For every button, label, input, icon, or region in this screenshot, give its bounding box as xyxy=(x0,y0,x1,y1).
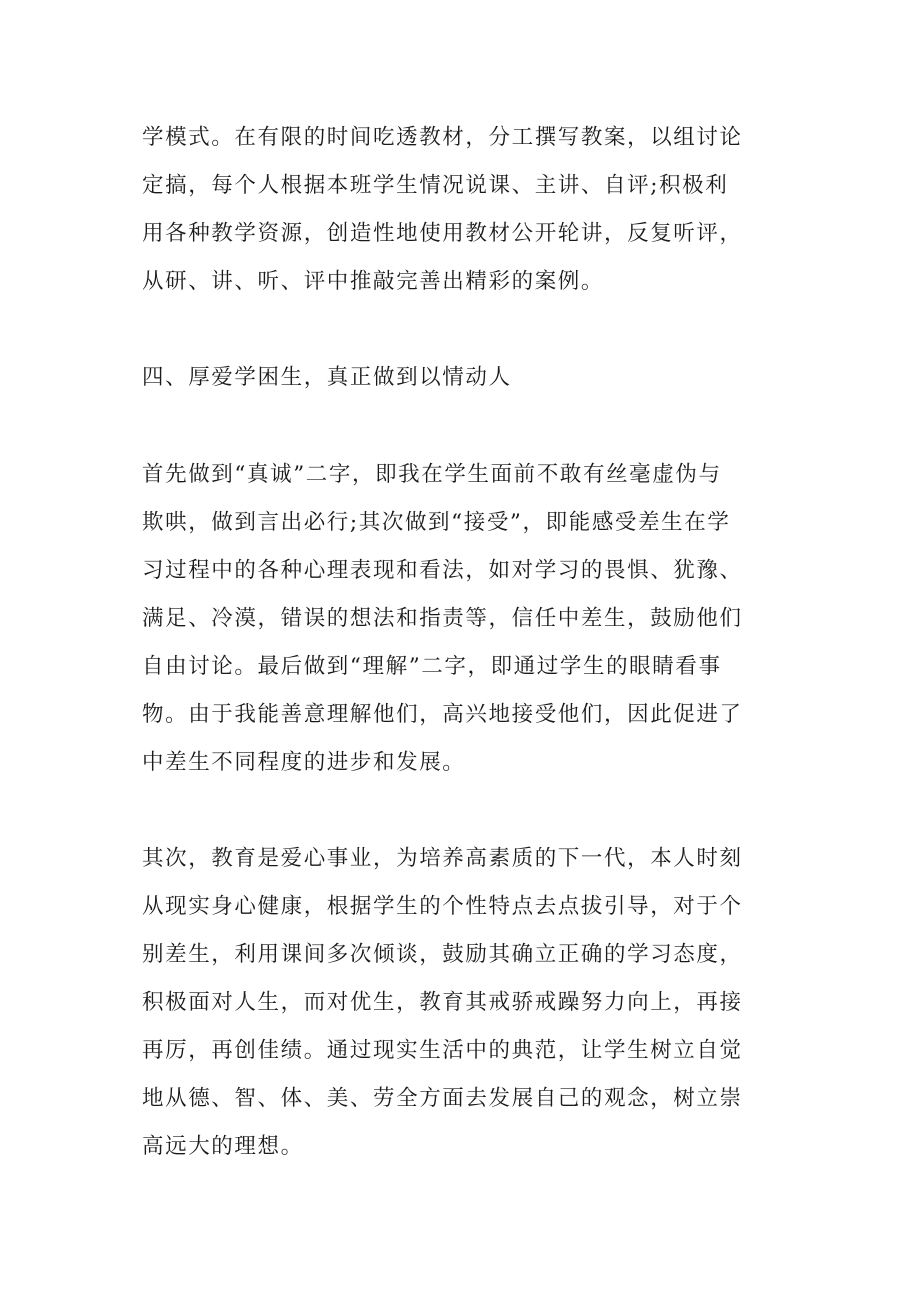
text-line: 用各种教学资源，创造性地使用教材公开轮讲，反复听评， xyxy=(142,221,743,246)
text-line: 中差生不同程度的进步和发展。 xyxy=(142,750,466,775)
text-line: 其次，教育是爱心事业，为培养高素质的下一代，本人时刻 xyxy=(142,846,743,871)
text-line: 再厉，再创佳绩。通过现实生活中的典范，让学生树立自觉 xyxy=(142,1038,743,1063)
paragraph-sincerity-acceptance xyxy=(142,451,792,787)
text-line: 满足、冷漠，错误的想法和指责等，信任中差生，鼓励他们 xyxy=(142,606,743,631)
text-line: 别差生，利用课间多次倾谈，鼓励其确立正确的学习态度， xyxy=(142,942,743,967)
text-line: 定搞，每个人根据本班学生情况说课、主讲、自评;积极利 xyxy=(142,173,729,198)
text-line: 自由讨论。最后做到“理解”二字，即通过学生的眼睛看事 xyxy=(142,654,722,679)
text-line: 首先做到“真诚”二字，即我在学生面前不敢有丝毫虚伪与 xyxy=(142,462,722,487)
text-line: 地从德、智、体、美、劳全方面去发展自己的观念，树立崇 xyxy=(142,1086,743,1111)
paragraph-education-love xyxy=(142,835,792,1171)
section-heading-four xyxy=(142,354,792,402)
text-line: 物。由于我能善意理解他们，高兴地接受他们，因此促进了 xyxy=(142,702,743,727)
text-line: 从研、讲、听、评中推敲完善出精彩的案例。 xyxy=(142,269,605,294)
text-line: 学模式。在有限的时间吃透教材，分工撰写教案，以组讨论 xyxy=(142,125,743,150)
heading-text: 四、厚爱学困生，真正做到以情动人 xyxy=(142,365,512,390)
text-line: 积极面对人生，而对优生，教育其戒骄戒躁努力向上，再接 xyxy=(142,990,743,1015)
paragraph-teaching-mode xyxy=(142,114,792,306)
text-line: 从现实身心健康，根据学生的个性特点去点拔引导，对于个 xyxy=(142,894,743,919)
text-line: 高远大的理想。 xyxy=(142,1134,304,1159)
text-line: 习过程中的各种心理表现和看法，如对学习的畏惧、犹豫、 xyxy=(142,558,743,583)
text-line: 欺哄，做到言出必行;其次做到“接受”，即能感受差生在学 xyxy=(142,510,731,535)
